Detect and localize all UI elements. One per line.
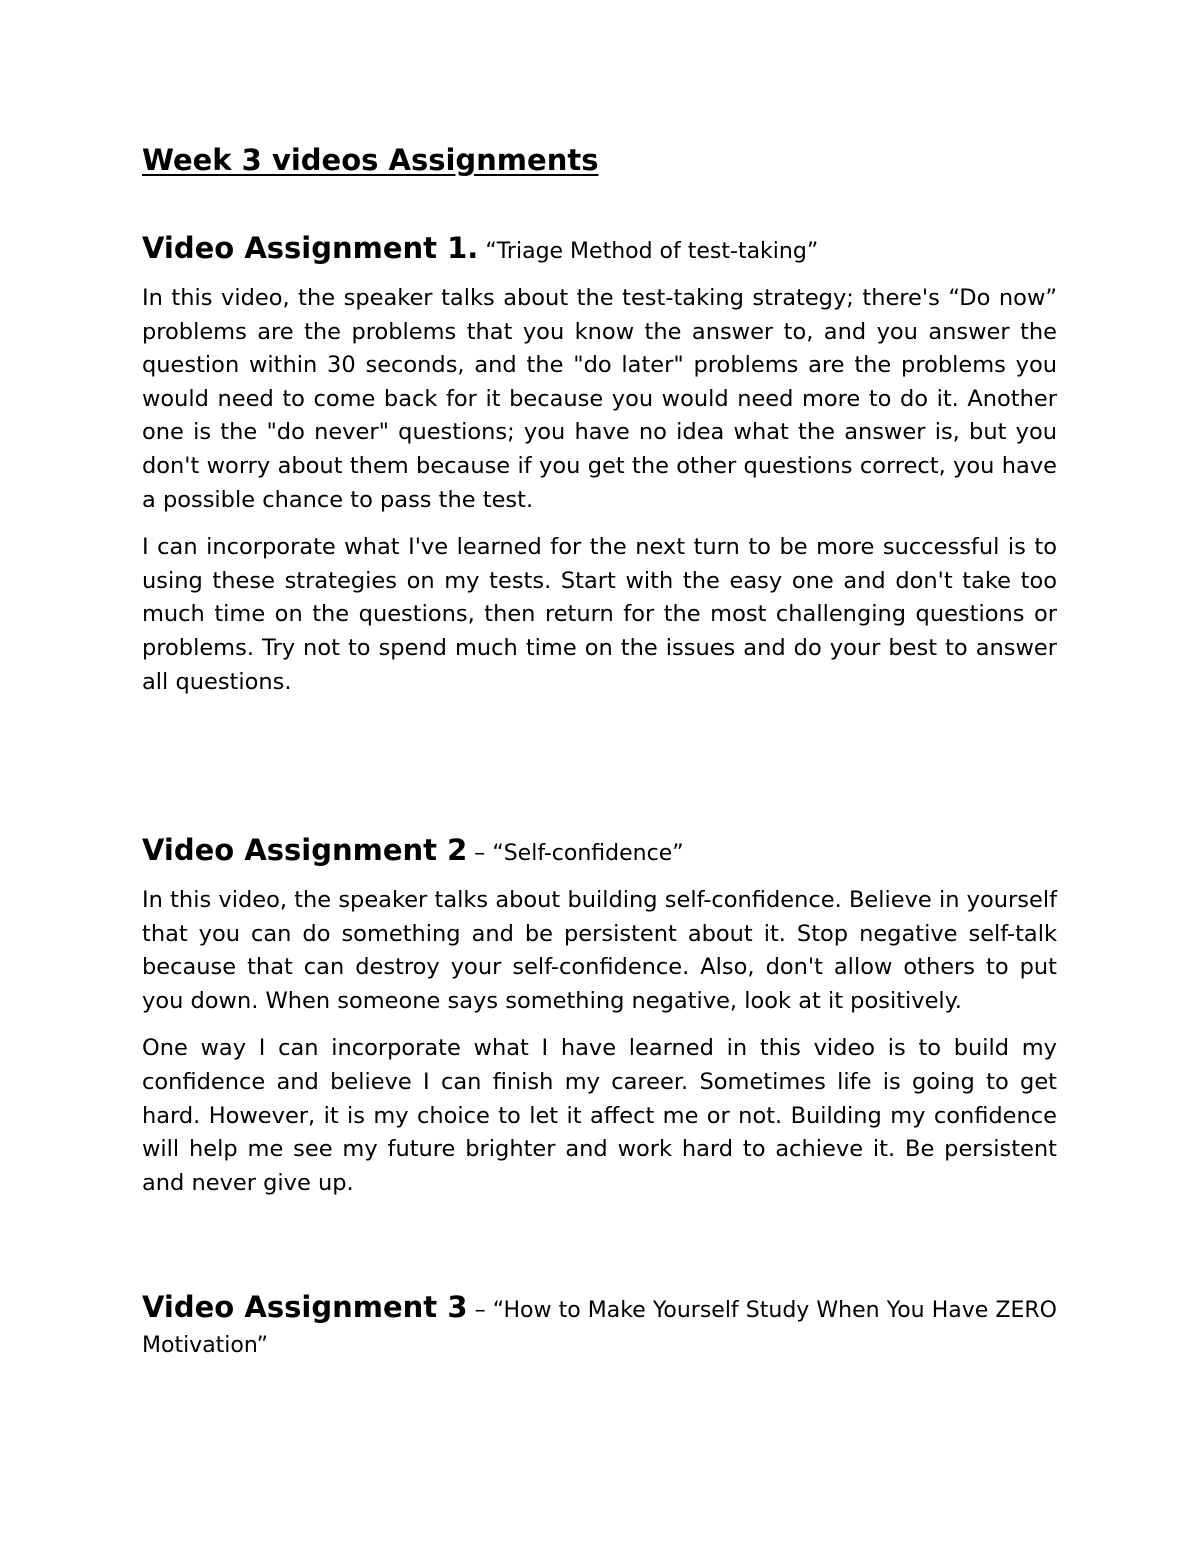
assignment-1-reflection-paragraph: I can incorporate what I've learned for the next turn to be more successful is to using these strategies on my tests. Start with the easy one and don't take too much time on the questions, then return for the most challenging questions or problems. Try not to spend much time on the issues and do your best to answer all questions. — [142, 534, 1057, 695]
assignment-3-separator: – “ — [467, 1298, 504, 1323]
assignment-3-subtitle: How to Make Yourself Study When You Have ZERO Motivation” — [142, 1298, 1057, 1358]
assignment-1-summary-paragraph: In this video, the speaker talks about the test-taking strategy; there's “Do now” problems are the problems that you know the answer to, and you answer the question within 30 seconds, and the "do later" problems are the problems you would need to come back for it because you would need more to do it. Another one is the "do never" questions; you have no idea what the answer is, but you don't worry about them because if you get the other questions correct, you have a possible chance to pass the test. — [142, 285, 1057, 513]
assignment-2-subtitle: “Self-confidence” — [492, 841, 684, 866]
assignment-2-section — [142, 832, 1057, 1200]
assignment-2-label: Video Assignment 2 — [142, 833, 468, 867]
assignment-1-section — [142, 230, 1057, 699]
assignment-1-subtitle: Triage Method of test-taking” — [496, 239, 819, 264]
assignment-3-section — [142, 1290, 1057, 1363]
assignment-2-reflection-paragraph: One way I can incorporate what I have learned in this video is to build my confidence and believe I can finish my career. Sometimes life is going to get hard. However, it is my choice to let it affect me or not. Building my confidence will help me see my future brighter and work hard to achieve it. Be persistent and never give up. — [142, 1035, 1057, 1196]
assignment-1-label: Video Assignment 1. — [142, 231, 479, 265]
assignment-3-label: Video Assignment 3 — [142, 1290, 468, 1324]
assignment-2-heading — [142, 832, 1057, 872]
assignment-2-summary-paragraph: In this video, the speaker talks about building self-confidence. Believe in yourself that you can do something and be persistent about it. Stop negative self-talk because that can destroy your self-confidence. Also, don't allow others to put you down. When someone says something negative, look at it positively. — [142, 887, 1057, 1014]
assignment-3-heading — [142, 1290, 1057, 1363]
assignment-2-separator: – — [467, 841, 493, 866]
assignment-1-separator: “ — [478, 239, 497, 264]
document-page — [142, 138, 1057, 1358]
assignment-1-heading — [142, 230, 1057, 270]
document-title: Week 3 videos Assignments — [142, 143, 599, 177]
